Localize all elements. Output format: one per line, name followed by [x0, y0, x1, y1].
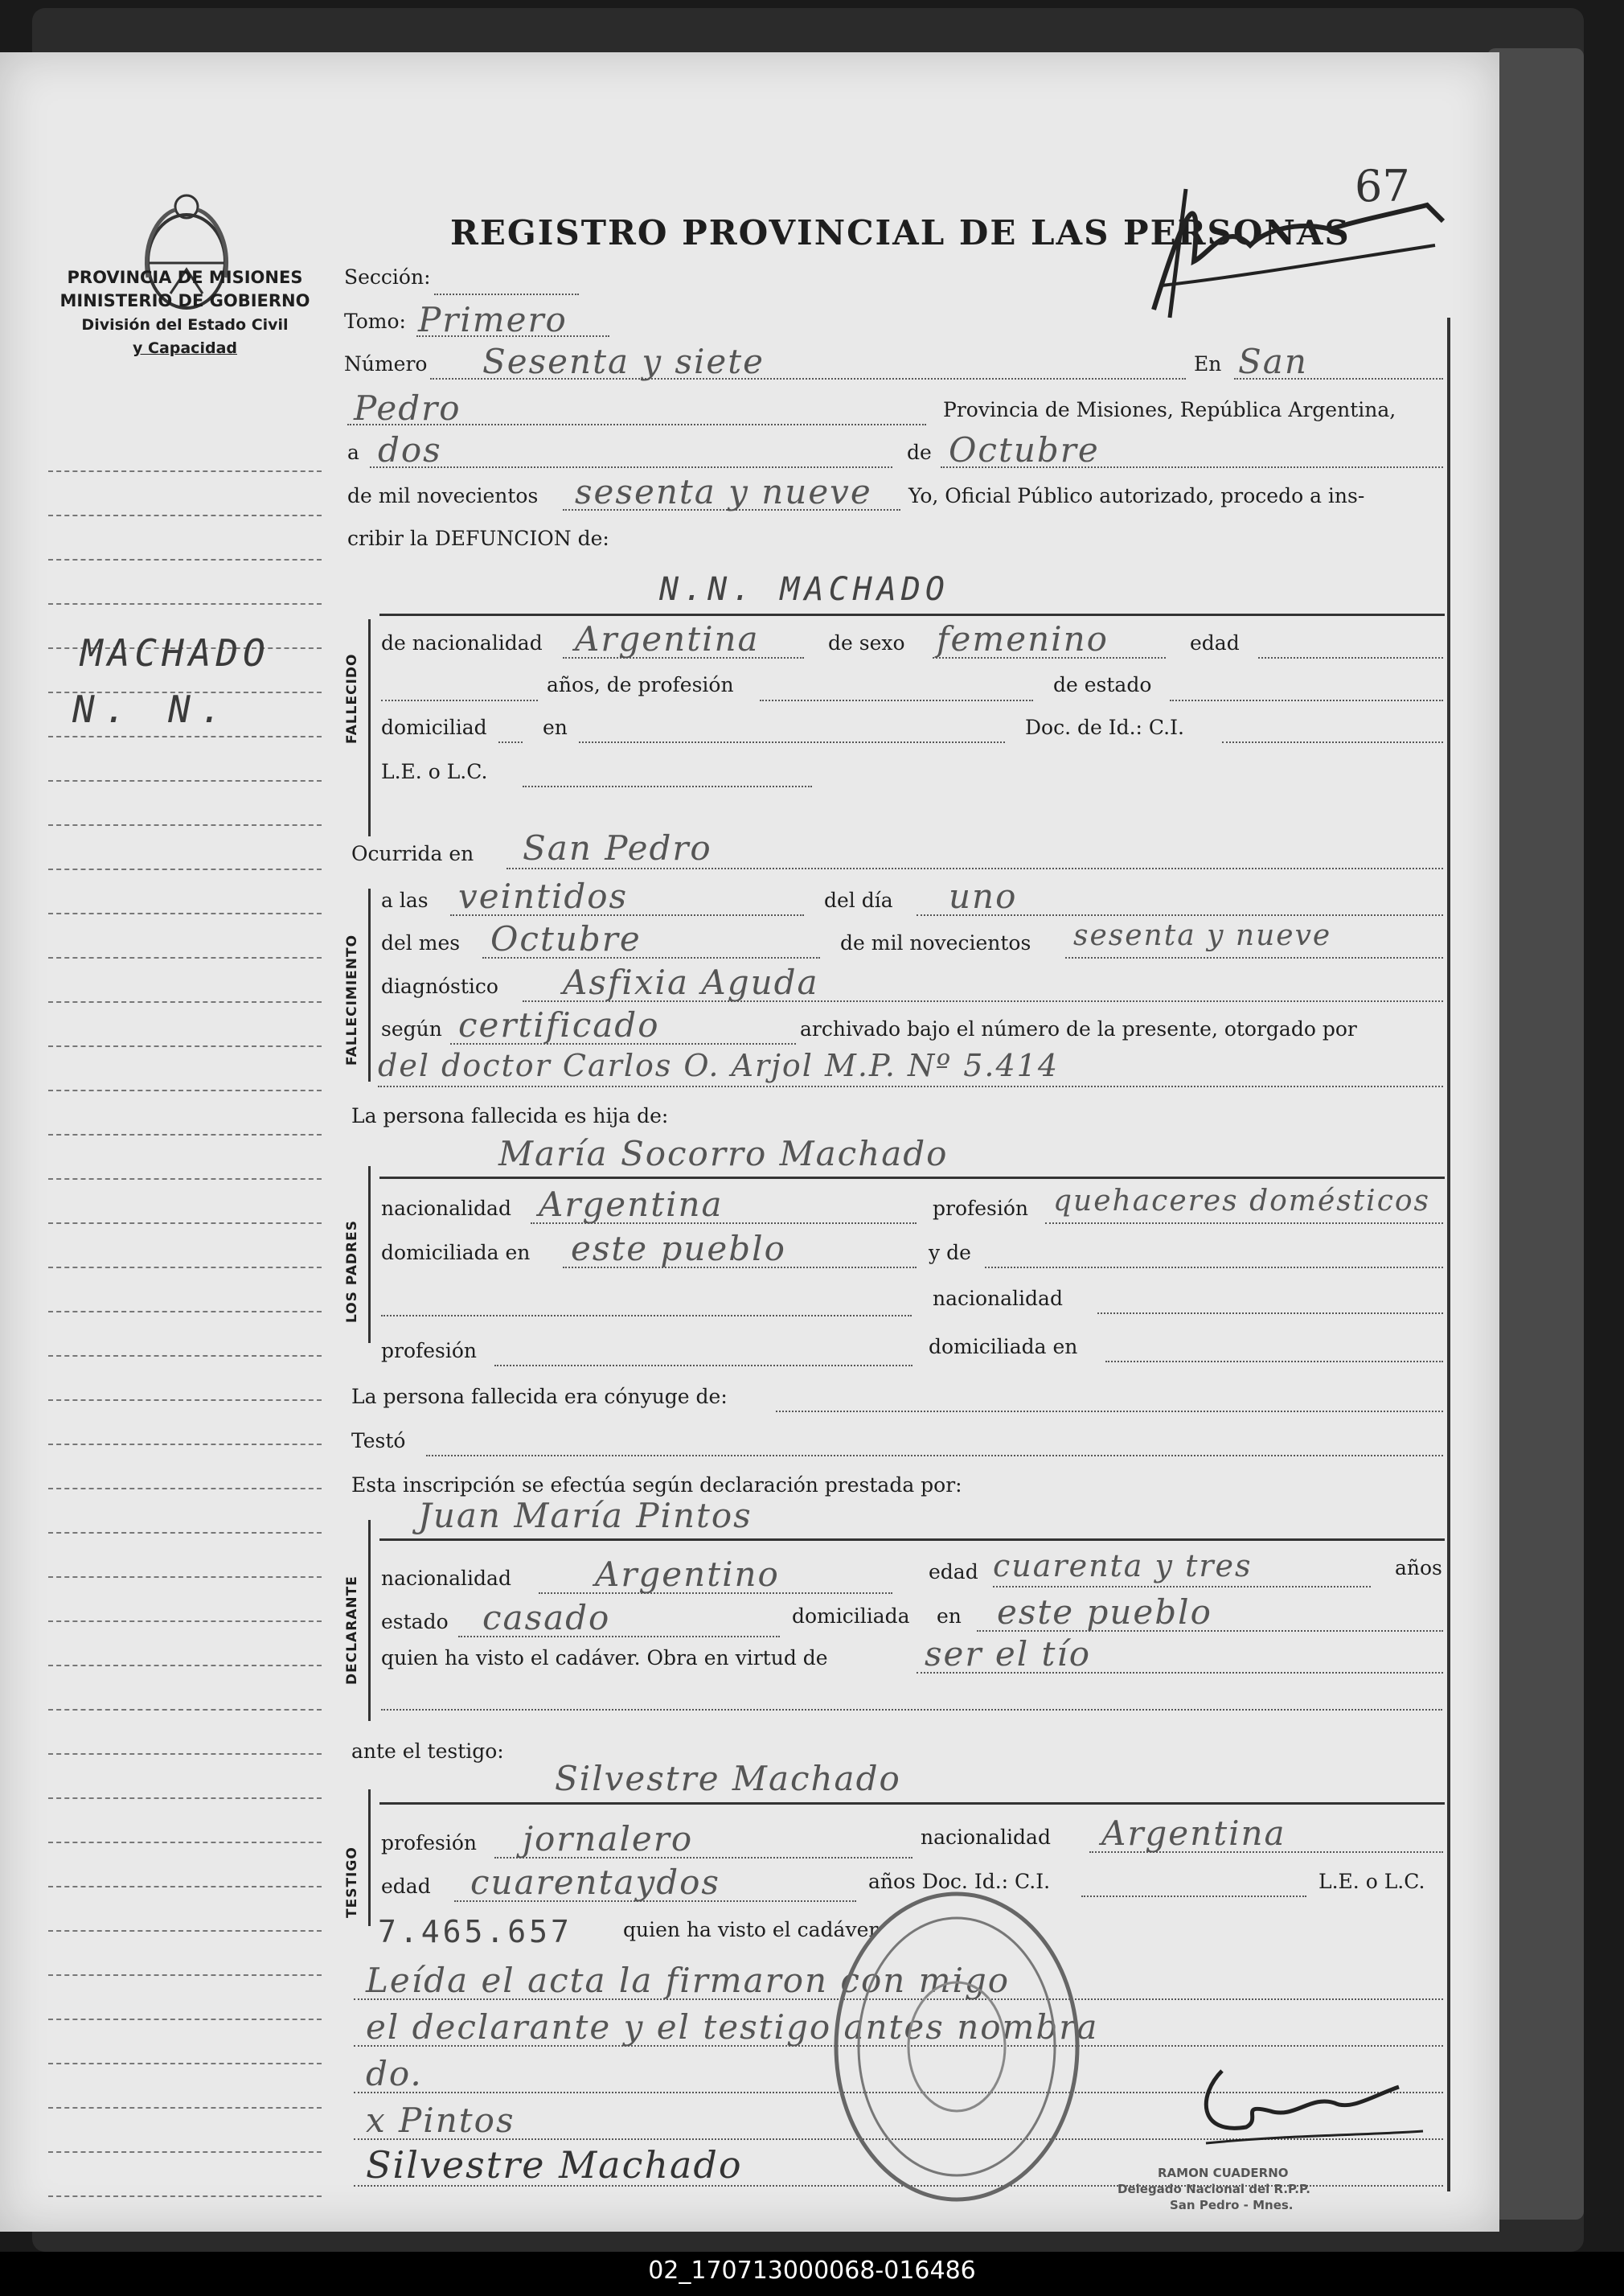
value-nombre: N.N. MACHADO: [659, 571, 949, 608]
label-de-mil-2: de mil novecientos: [840, 931, 1031, 955]
label-doc-id: Doc. de Id.: C.I.: [1025, 716, 1184, 739]
margin-lines: [48, 470, 322, 2216]
label-a-las: a las: [381, 889, 429, 912]
label-estado-d: estado: [381, 1610, 449, 1633]
value-edad-decl: cuarenta y tres: [993, 1548, 1253, 1583]
label-le-lc-t: L.E. o L.C.: [1318, 1870, 1425, 1893]
value-nacionalidad-test: Argentina: [1101, 1813, 1286, 1853]
label-visto-t: quien ha visto el cadáver: [623, 1918, 879, 1941]
label-inscribir: cribir la DEFUNCION de:: [347, 527, 609, 550]
right-rule: [1447, 318, 1450, 2191]
label-declaracion: Esta inscripción se efectúa según declaración prestada por:: [351, 1473, 962, 1497]
value-del-dia: uno: [949, 877, 1018, 916]
label-y-de: y de: [929, 1241, 971, 1264]
value-dia: dos: [378, 430, 442, 470]
label-diagnostico: diagnóstico: [381, 975, 498, 998]
label-en-dom: en: [543, 716, 568, 739]
label-anos-profesion: años, de profesión: [547, 673, 734, 696]
form-title: REGISTRO PROVINCIAL DE LAS PERSONAS: [450, 213, 1351, 253]
value-tomo: Primero: [418, 300, 568, 339]
value-profesion-madre: quehaceres domésticos: [1053, 1185, 1431, 1218]
label-nacionalidad-p: nacionalidad: [381, 1197, 511, 1220]
value-virtud-decl: ser el tío: [925, 1634, 1092, 1674]
value-mes: Octubre: [949, 430, 1100, 470]
label-de: de: [907, 441, 932, 464]
value-lugar: Pedro: [354, 388, 461, 428]
label-conyuge: La persona fallecida era cónyuge de:: [351, 1385, 728, 1408]
label-profesion-t: profesión: [381, 1831, 478, 1854]
value-hora: veintidos: [458, 877, 629, 916]
value-anio-2: sesenta y nueve: [1073, 919, 1332, 952]
label-segun: según: [381, 1017, 442, 1041]
label-nacionalidad-d: nacionalidad: [381, 1567, 511, 1590]
page-number: 67: [1355, 161, 1410, 212]
value-segun: certificado: [458, 1005, 660, 1045]
note-line-1: Leída el acta la firmaron con migo: [366, 1961, 1011, 2000]
value-ci-test: 7.465.657: [378, 1914, 572, 1949]
value-numero: Sesenta y siete: [482, 342, 765, 381]
note-line-2: el declarante y el testigo antes nombra: [366, 2007, 1099, 2047]
label-del-mes: del mes: [381, 931, 461, 955]
signature-testigo: Silvestre Machado: [366, 2143, 743, 2187]
value-declarante: Juan María Pintos: [418, 1496, 753, 1535]
official-seal: [828, 1886, 1085, 2208]
value-ocurrida: San Pedro: [523, 828, 712, 868]
label-edad-t: edad: [381, 1875, 431, 1898]
value-en: San: [1238, 342, 1308, 381]
label-numero: Número: [344, 352, 428, 376]
office-division: División del Estado Civil: [81, 316, 289, 334]
value-estado-decl: casado: [482, 1598, 611, 1637]
office-capacity: y Capacidad: [133, 339, 237, 357]
section-testigo: TESTIGO: [344, 1846, 360, 1918]
label-edad-d: edad: [929, 1560, 978, 1583]
section-declarante: DECLARANTE: [344, 1575, 360, 1685]
label-le-lc: L.E. o L.C.: [381, 760, 488, 783]
label-profesion-p2: profesión: [381, 1339, 478, 1362]
officer-signature: [1190, 2055, 1431, 2151]
value-madre: María Socorro Machado: [498, 1134, 949, 1173]
label-ocurrida: Ocurrida en: [351, 842, 474, 865]
value-nacionalidad: Argentina: [575, 619, 760, 659]
note-line-3: do.: [366, 2054, 423, 2093]
margin-given-name: N. N.: [72, 688, 232, 731]
label-nacionalidad: de nacionalidad: [381, 631, 543, 655]
label-a: a: [347, 441, 359, 464]
section-padres: LOS PADRES: [344, 1220, 360, 1323]
value-anio: sesenta y nueve: [575, 472, 872, 511]
label-edad: edad: [1190, 631, 1240, 655]
label-nacionalidad-t: nacionalidad: [921, 1826, 1051, 1849]
label-tomo: Tomo:: [344, 310, 406, 333]
label-sexo: de sexo: [828, 631, 905, 655]
label-domiciliada-d: domiciliada: [792, 1604, 910, 1628]
label-en: En: [1194, 352, 1222, 376]
document-page: [0, 52, 1499, 2232]
margin-surname: MACHADO: [80, 631, 270, 675]
value-profesion-test: jornalero: [523, 1819, 694, 1859]
label-anos-d: años: [1395, 1556, 1442, 1579]
label-domiciliada-p: domiciliada en: [381, 1241, 531, 1264]
label-ante-testigo: ante el testigo:: [351, 1739, 504, 1763]
top-signature: [1138, 157, 1459, 342]
label-visto-d: quien ha visto el cadáver. Obra en virtud de: [381, 1646, 828, 1670]
label-domiciliad: domiciliad: [381, 716, 487, 739]
value-nacionalidad-madre: Argentina: [539, 1185, 724, 1224]
value-del-mes: Octubre: [490, 919, 642, 959]
office-province: PROVINCIA DE MISIONES: [67, 268, 303, 287]
signature-declarante: x Pintos: [366, 2101, 515, 2140]
value-edad-test: cuarentaydos: [470, 1863, 720, 1902]
value-domicilio-madre: este pueblo: [571, 1229, 786, 1268]
label-del-dia: del día: [824, 889, 893, 912]
officer-place: San Pedro - Mnes.: [1170, 2198, 1294, 2212]
footer-code: 02_170713000068-016486: [648, 2257, 976, 2285]
officer-title: Delegado Nacional del R.P.P.: [1118, 2182, 1310, 2196]
label-en-d: en: [937, 1604, 962, 1628]
label-yo-oficial: Yo, Oficial Público autorizado, procedo a ins-: [908, 484, 1365, 507]
label-archivado: archivado bajo el número de la presente, otorgado por: [800, 1017, 1357, 1041]
section-fallecido: FALLECIDO: [344, 653, 360, 744]
value-nacionalidad-decl: Argentino: [595, 1555, 780, 1594]
label-anos-doc-t: años Doc. Id.: C.I.: [868, 1870, 1051, 1893]
label-de-mil: de mil novecientos: [347, 484, 539, 507]
value-medico: del doctor Carlos O. Arjol M.P. Nº 5.414: [378, 1048, 1060, 1083]
value-domicilio-decl: este pueblo: [997, 1592, 1212, 1632]
label-nacionalidad-p2: nacionalidad: [933, 1287, 1063, 1310]
label-testo: Testó: [351, 1429, 406, 1452]
section-fallecimiento: FALLECIMIENTO: [344, 934, 360, 1066]
label-provincia: Provincia de Misiones, República Argentina,: [943, 398, 1396, 421]
label-hija-de: La persona fallecida es hija de:: [351, 1104, 669, 1127]
officer-name: RAMON CUADERNO: [1158, 2166, 1289, 2180]
label-domiciliada-p2: domiciliada en: [929, 1335, 1078, 1358]
value-sexo: femenino: [937, 619, 1109, 659]
book-spine: [1487, 48, 1584, 2220]
value-testigo: Silvestre Machado: [555, 1759, 901, 1798]
label-estado: de estado: [1053, 673, 1152, 696]
value-diagnostico: Asfixia Aguda: [563, 963, 819, 1002]
office-ministry: MINISTERIO DE GOBIERNO: [59, 291, 310, 310]
label-profesion-p: profesión: [933, 1197, 1029, 1220]
label-seccion: Sección:: [344, 265, 431, 289]
